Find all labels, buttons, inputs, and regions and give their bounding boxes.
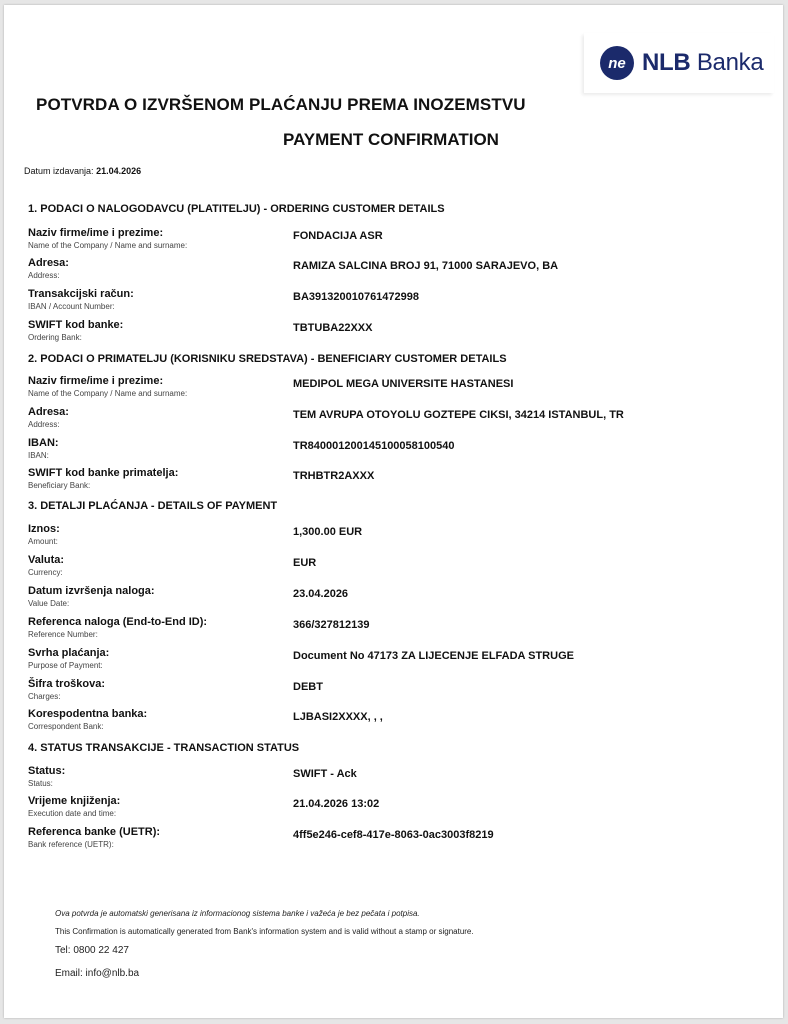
field-row bbox=[28, 554, 748, 582]
field-sublabel: Beneficiary Bank: bbox=[28, 481, 91, 490]
field-label: Referenca naloga (End-to-End ID): bbox=[28, 616, 208, 628]
field-sublabel: Purpose of Payment: bbox=[28, 661, 103, 670]
field-value: 23.04.2026 bbox=[293, 588, 349, 600]
field-label: Status: bbox=[28, 765, 66, 777]
field-label: Datum izvršenja naloga: bbox=[28, 585, 155, 597]
document-subtitle: PAYMENT CONFIRMATION bbox=[283, 130, 499, 149]
field-sublabel: Bank reference (UETR): bbox=[28, 840, 114, 849]
field-label: IBAN: bbox=[28, 437, 59, 449]
field-value: DEBT bbox=[293, 681, 323, 693]
field-sublabel: Status: bbox=[28, 779, 53, 788]
field-row bbox=[28, 616, 748, 644]
field-sublabel: Name of the Company / Name and surname: bbox=[28, 389, 188, 398]
nlb-logo-icon: ne bbox=[600, 46, 634, 80]
field-row bbox=[28, 406, 748, 434]
field-sublabel: Amount: bbox=[28, 537, 58, 546]
field-sublabel: IBAN / Account Number: bbox=[28, 302, 115, 311]
field-label: Svrha plaćanja: bbox=[28, 647, 110, 659]
logo-brand: NLB bbox=[642, 49, 691, 76]
logo-name: Banka bbox=[696, 49, 764, 76]
field-sublabel: Currency: bbox=[28, 568, 63, 577]
field-value: FONDACIJA ASR bbox=[293, 230, 383, 242]
field-value: 366/327812139 bbox=[293, 619, 370, 631]
field-value: EUR bbox=[293, 557, 317, 569]
field-value: MEDIPOL MEGA UNIVERSITE HASTANESI bbox=[293, 378, 514, 390]
field-row bbox=[28, 795, 748, 823]
field-row bbox=[28, 288, 748, 316]
field-label: SWIFT kod banke: bbox=[28, 319, 124, 331]
field-row bbox=[28, 523, 748, 551]
document-page bbox=[4, 5, 783, 1018]
field-row bbox=[28, 257, 748, 285]
field-label: Iznos: bbox=[28, 523, 60, 535]
field-label: Adresa: bbox=[28, 406, 69, 418]
field-value: SWIFT - Ack bbox=[293, 768, 357, 780]
field-label: Naziv firme/ime i prezime: bbox=[28, 227, 164, 239]
document-title: POTVRDA O IZVRŠENOM PLAĆANJU PREMA INOZEMSTVU bbox=[36, 95, 526, 114]
section-heading-payment-details: 3. DETALJI PLAĆANJA - DETAILS OF PAYMENT bbox=[28, 500, 278, 512]
field-sublabel: Reference Number: bbox=[28, 630, 98, 639]
section-heading-transaction-status: 4. STATUS TRANSAKCIJE - TRANSACTION STATUS bbox=[28, 742, 300, 754]
field-sublabel: Ordering Bank: bbox=[28, 333, 82, 342]
bank-logo bbox=[584, 33, 774, 93]
footer-phone: Tel: 0800 22 427 bbox=[55, 945, 129, 956]
footer-note-english: This Confirmation is automatically generated from Bank's information system and is valid without a stamp or signature. bbox=[55, 927, 474, 936]
field-label: Valuta: bbox=[28, 554, 65, 566]
field-value: LJBASI2XXXX, , , bbox=[293, 711, 383, 723]
field-label: Korespodentna banka: bbox=[28, 708, 148, 720]
field-label: Naziv firme/ime i prezime: bbox=[28, 375, 164, 387]
field-row bbox=[28, 765, 748, 793]
field-row bbox=[28, 319, 748, 347]
field-sublabel: Value Date: bbox=[28, 599, 70, 608]
field-row bbox=[28, 678, 748, 706]
field-value: 1,300.00 EUR bbox=[293, 526, 363, 538]
section-heading-beneficiary-customer: 2. PODACI O PRIMATELJU (KORISNIKU SREDSTAVA) - BENEFICIARY CUSTOMER DETAILS bbox=[28, 353, 507, 365]
field-label: SWIFT kod banke primatelja: bbox=[28, 467, 179, 479]
field-sublabel: Name of the Company / Name and surname: bbox=[28, 241, 188, 250]
footer-email: Email: info@nlb.ba bbox=[55, 968, 140, 979]
field-value: Document No 47173 ZA LIJECENJE ELFADA STRUGE bbox=[293, 650, 574, 662]
field-sublabel: Execution date and time: bbox=[28, 809, 117, 818]
issue-date-value: 21.04.2026 bbox=[96, 166, 142, 176]
field-row bbox=[28, 437, 748, 465]
field-row bbox=[28, 585, 748, 613]
field-value: TEM AVRUPA OTOYOLU GOZTEPE CIKSI, 34214 ISTANBUL, TR bbox=[293, 409, 624, 421]
field-row bbox=[28, 227, 748, 255]
field-label: Šifra troškova: bbox=[28, 678, 106, 690]
field-label: Transakcijski račun: bbox=[28, 288, 134, 300]
field-sublabel: Address: bbox=[28, 420, 60, 429]
field-value: TBTUBA22XXX bbox=[293, 322, 373, 334]
field-value: RAMIZA SALCINA BROJ 91, 71000 SARAJEVO, BA bbox=[293, 260, 559, 272]
field-row bbox=[28, 708, 748, 736]
field-value: BA391320010761472998 bbox=[293, 291, 420, 303]
field-row bbox=[28, 647, 748, 675]
issue-date-label: Datum izdavanja: bbox=[24, 166, 94, 176]
field-sublabel: IBAN: bbox=[28, 451, 49, 460]
field-label: Vrijeme knjiženja: bbox=[28, 795, 121, 807]
issue-date bbox=[24, 166, 141, 176]
field-sublabel: Correspondent Bank: bbox=[28, 722, 104, 731]
field-row bbox=[28, 826, 748, 854]
field-value: 4ff5e246-cef8-417e-8063-0ac3003f8219 bbox=[293, 829, 494, 841]
field-value: TR840001200145100058100540 bbox=[293, 440, 455, 452]
section-heading-ordering-customer: 1. PODACI O NALOGODAVCU (PLATITELJU) - ORDERING CUSTOMER DETAILS bbox=[28, 203, 445, 215]
field-label: Adresa: bbox=[28, 257, 69, 269]
field-row bbox=[28, 375, 748, 403]
footer-note-local: Ova potvrda je automatski generisana iz informacionog sistema banke i važeća je bez pečata i potpisa. bbox=[55, 909, 420, 918]
field-sublabel: Address: bbox=[28, 271, 60, 280]
field-label: Referenca banke (UETR): bbox=[28, 826, 161, 838]
field-row bbox=[28, 467, 748, 495]
field-sublabel: Charges: bbox=[28, 692, 61, 701]
field-value: TRHBTR2AXXX bbox=[293, 470, 375, 482]
field-value: 21.04.2026 13:02 bbox=[293, 798, 380, 810]
